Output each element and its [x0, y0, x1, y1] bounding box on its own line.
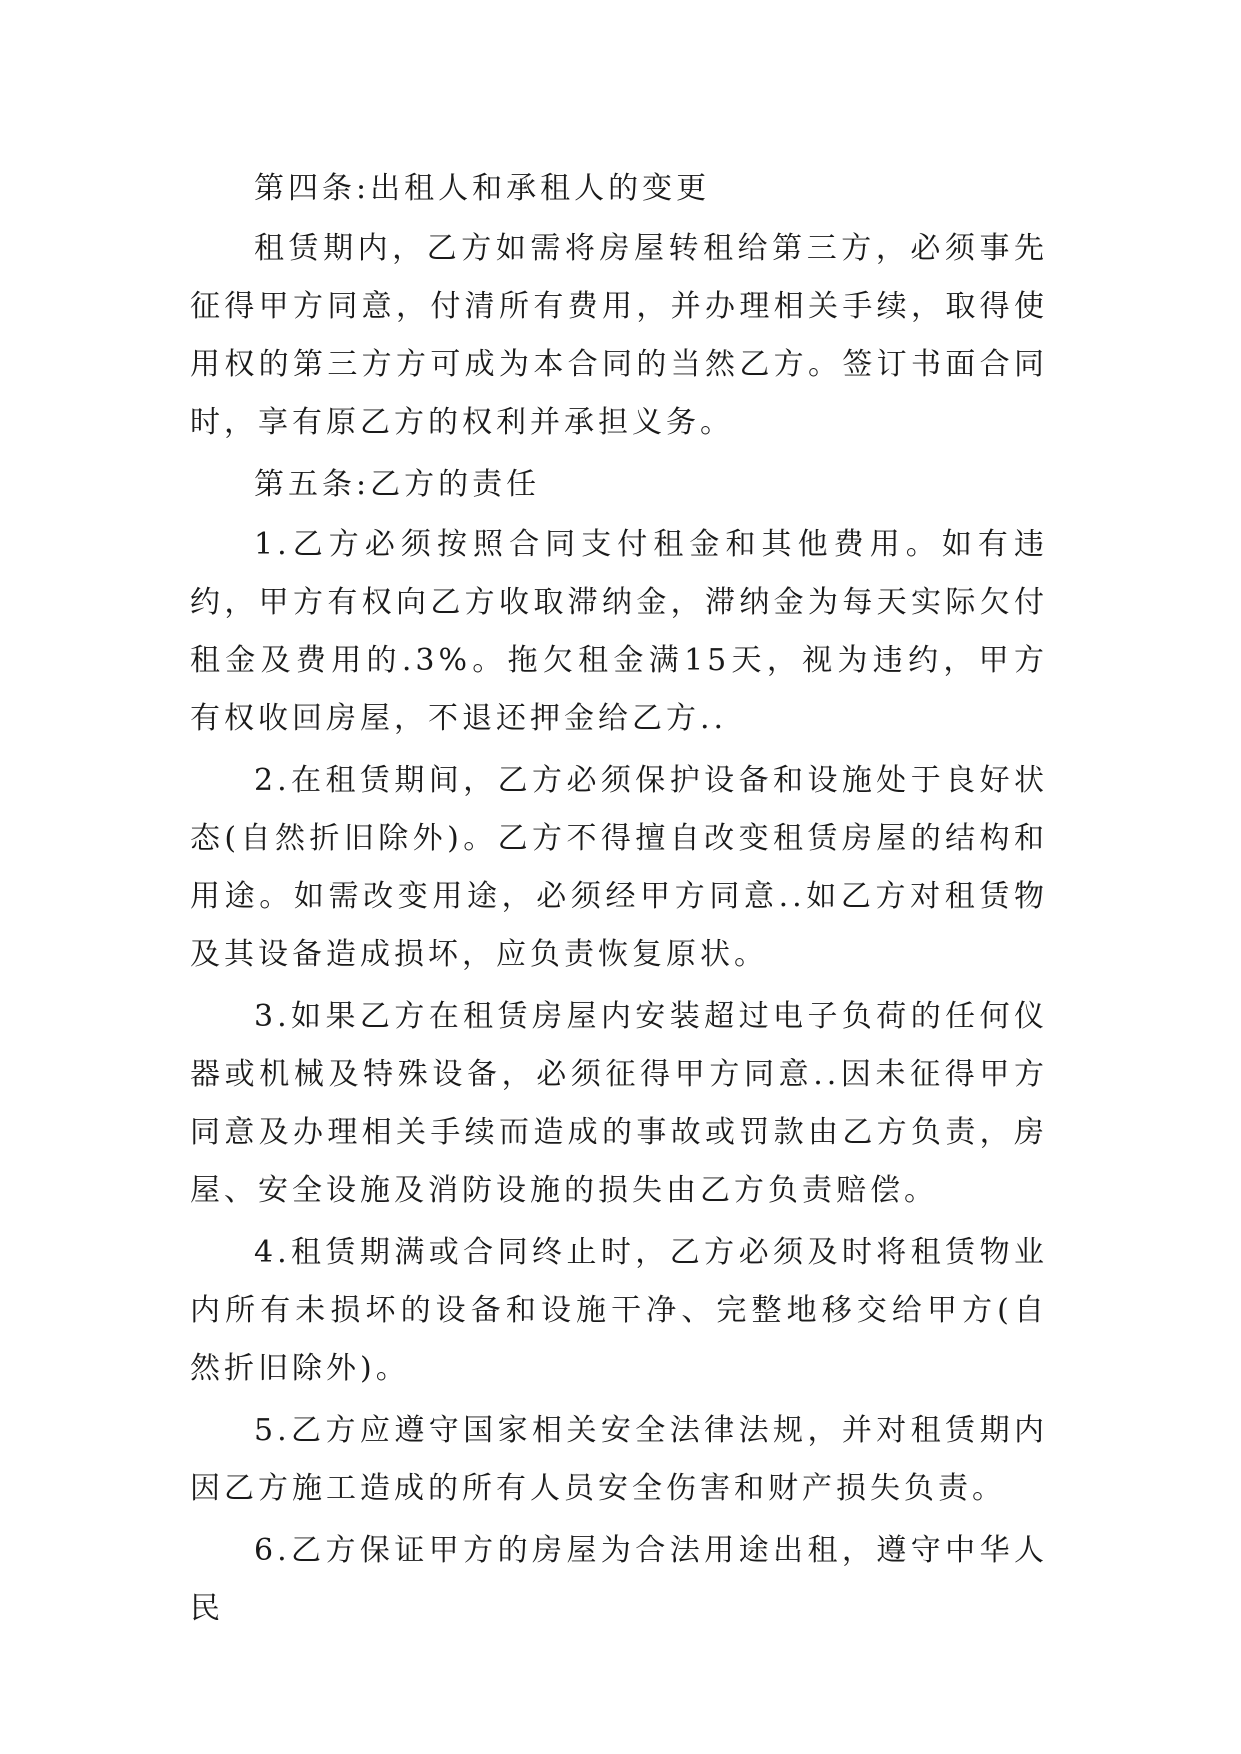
clause-item-1: 1.乙方必须按照合同支付租金和其他费用。如有违约，甲方有权向乙方收取滞纳金，滞纳金为每天实际欠付租金及费用的.3%。拖欠租金满15天，视为违约，甲方有权收回房屋，不退还押金给乙方.. — [190, 527, 1048, 736]
document-body — [190, 160, 1048, 1642]
clause-item-5: 5.乙方应遵守国家相关安全法律法规，并对租赁期内因乙方施工造成的所有人员安全伤害和财产损失负责。 — [190, 1413, 1048, 1506]
clause-item-4: 4.租赁期满或合同终止时，乙方必须及时将租赁物业内所有未损坏的设备和设施干净、完整地移交给甲方(自然折旧除外)。 — [190, 1235, 1048, 1386]
clause-item-2: 2.在租赁期间，乙方必须保护设备和设施处于良好状态(自然折旧除外)。乙方不得擅自改变租赁房屋的结构和用途。如需改变用途，必须经甲方同意..如乙方对租赁物及其设备造成损坏，应负责恢复原状。 — [190, 763, 1048, 972]
section-4-paragraph: 租赁期内，乙方如需将房屋转租给第三方，必须事先征得甲方同意，付清所有费用，并办理相关手续，取得使用权的第三方方可成为本合同的当然乙方。签订书面合同时，享有原乙方的权利并承担义务。 — [190, 231, 1048, 440]
clause-item-6: 6.乙方保证甲方的房屋为合法用途出租，遵守中华人民 — [190, 1533, 1048, 1626]
clause-item-3: 3.如果乙方在租赁房屋内安装超过电子负荷的任何仪器或机械及特殊设备，必须征得甲方同意..因未征得甲方同意及办理相关手续而造成的事故或罚款由乙方负责，房屋、安全设施及消防设施的损失由乙方负责赔偿。 — [190, 999, 1048, 1208]
section-5-heading: 第五条:乙方的责任 — [254, 467, 541, 502]
section-4-heading: 第四条:出租人和承租人的变更 — [254, 171, 711, 206]
